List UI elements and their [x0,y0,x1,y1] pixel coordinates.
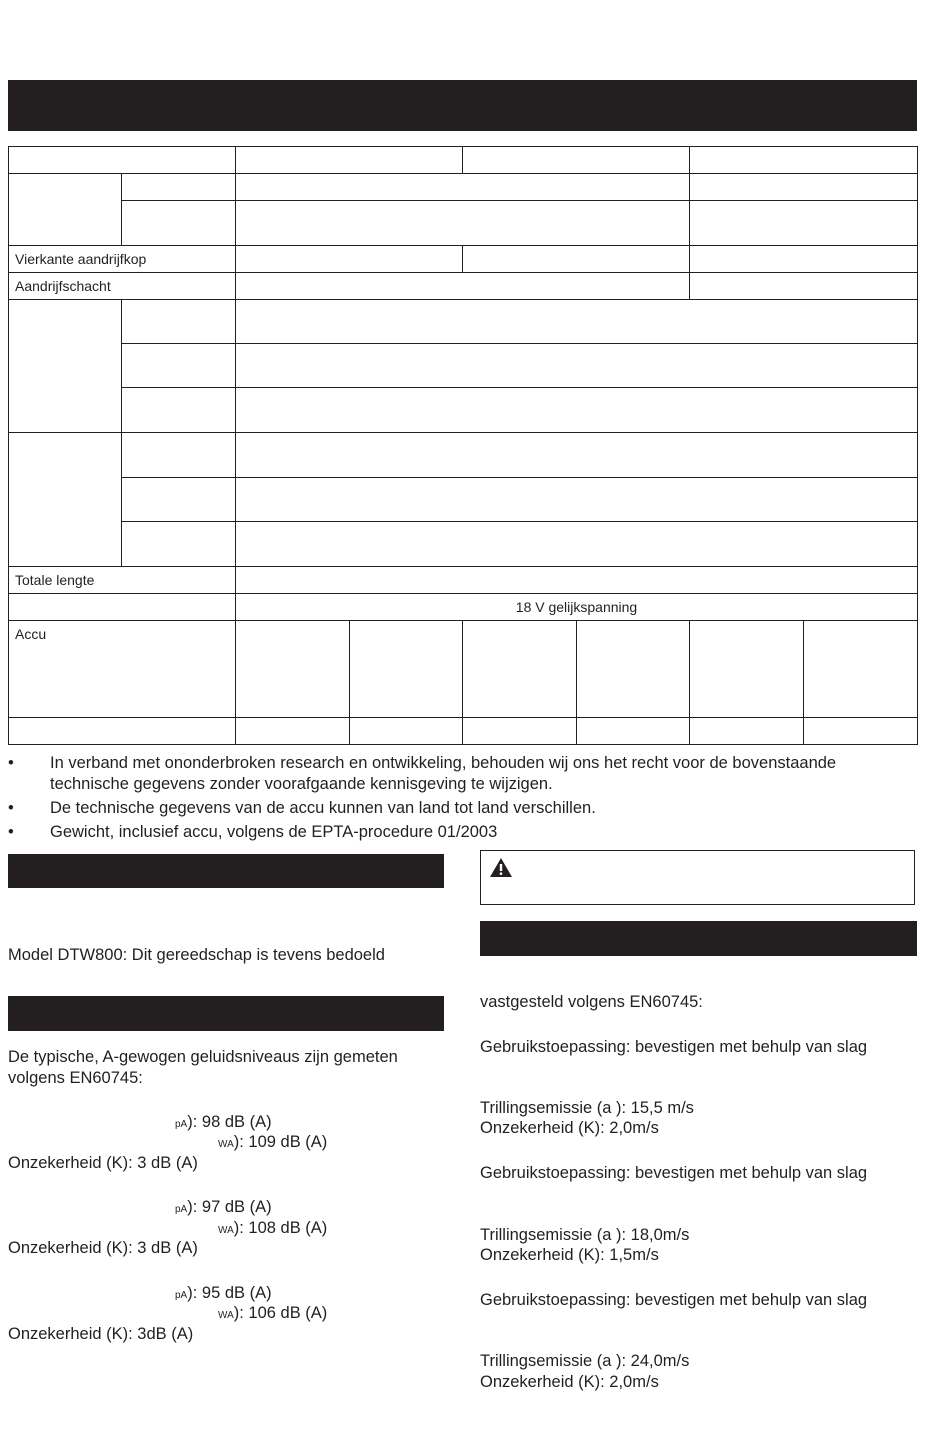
table-cell [236,433,918,478]
specifications-table [8,146,918,745]
table-cell [236,567,918,594]
uncertainty-text: Onzekerheid (K): 2,0m/s [480,1373,659,1391]
table-row [9,300,918,344]
bullet: • [8,799,14,817]
uncertainty-text: Onzekerheid (K): 3 dB (A) [8,1154,198,1172]
warning-box [480,850,915,905]
warning-triangle-icon [489,857,513,883]
application-text: Gebruikstoepassing: bevestigen met behulp van slag [480,1038,868,1056]
spec-notes [8,753,908,846]
value: ): 95 dB (A) [187,1284,272,1302]
subscript: WA [218,1139,234,1150]
application-text: Gebruikstoepassing: bevestigen met behulp van slag [480,1291,868,1309]
value: ): 109 dB (A) [233,1133,328,1151]
list-item [8,753,908,795]
table-cell [236,201,690,246]
table-cell [690,174,918,201]
table-cell [122,478,236,522]
uncertainty-text: Onzekerheid (K): 2,0m/s [480,1119,659,1137]
subscript: pA [175,1119,188,1130]
table-cell [9,300,122,433]
subscript: pA [175,1290,188,1301]
table-cell [463,718,577,745]
table-cell [236,300,918,344]
value: ): 106 dB (A) [233,1304,328,1322]
table-row [9,147,918,174]
table-cell [9,718,236,745]
table-row [9,478,918,522]
table-row [9,388,918,433]
table-cell [350,718,463,745]
table-cell [122,300,236,344]
table-row [9,433,918,478]
table-cell [236,273,690,300]
value: ): 108 dB (A) [233,1219,328,1237]
vibration-emission-text: Trillingsemissie (a ): 15,5 m/s [480,1099,694,1117]
table-cell [236,522,918,567]
table-cell [236,388,918,433]
application-text: Gebruikstoepassing: bevestigen met behulp van slag [480,1164,868,1182]
table-cell [122,522,236,567]
subscript: WA [218,1310,234,1321]
table-cell [577,718,690,745]
table-row [9,273,918,300]
table-row [9,567,918,594]
intended-use-header-bar [8,854,444,888]
table-row [9,621,918,718]
voltage-value: 18 V gelijkspanning [236,594,918,621]
table-row [9,174,918,201]
vibration-intro-text: vastgesteld volgens EN60745: [480,993,703,1011]
note-text: De technische gegevens van de accu kunnen van land tot land verschillen. [50,799,596,817]
table-cell [463,147,690,174]
table-row [9,718,918,745]
table-cell [350,621,463,718]
table-cell [122,174,236,201]
value: ): 98 dB (A) [187,1113,272,1131]
table-cell [690,147,918,174]
table-cell [9,147,236,174]
table-cell [690,273,918,300]
subscript: WA [218,1225,234,1236]
table-cell [9,594,236,621]
sound-power-level [218,1218,327,1241]
table-cell [236,147,463,174]
bullet: • [8,754,14,772]
table-cell [804,718,918,745]
row-label-aandrijfschacht: Aandrijfschacht [9,273,236,300]
table-cell [463,246,690,273]
noise-header-bar [8,996,444,1031]
row-label-vierkante-aandrijfkop: Vierkante aandrijfkop [9,246,236,273]
table-row [9,246,918,273]
table-cell [122,388,236,433]
table-cell [236,246,463,273]
uncertainty-text: Onzekerheid (K): 1,5m/s [480,1246,659,1264]
noise-intro-text: De typische, A-gewogen geluidsniveaus zijn gemeten volgens EN60745: [8,1048,398,1087]
table-cell [122,201,236,246]
subscript: pA [175,1204,188,1215]
table-cell [236,718,350,745]
intended-use-text: Model DTW800: Dit gereedschap is tevens bedoeld [8,946,385,964]
table-row [9,344,918,388]
table-cell [690,621,804,718]
specifications-header-bar [8,80,917,131]
list-item [8,798,908,819]
table-cell [236,621,350,718]
table-cell [690,718,804,745]
bullet: • [8,823,14,841]
vibration-header-bar [480,921,917,956]
table-cell [577,621,690,718]
table-cell [236,174,690,201]
table-row [9,522,918,567]
note-text: Gewicht, inclusief accu, volgens de EPTA-procedure 01/2003 [50,823,498,841]
vibration-emission-text: Trillingsemissie (a ): 24,0m/s [480,1352,690,1370]
row-label-accu: Accu [9,621,236,718]
table-cell [463,621,577,718]
list-item [8,822,908,843]
table-cell [690,246,918,273]
uncertainty-text: Onzekerheid (K): 3dB (A) [8,1325,194,1343]
uncertainty-text: Onzekerheid (K): 3 dB (A) [8,1239,198,1257]
table-cell [804,621,918,718]
sound-power-level [218,1132,327,1155]
row-label-totale-lengte: Totale lengte [9,567,236,594]
table-cell [9,433,122,567]
table-cell [9,174,122,246]
table-cell [122,433,236,478]
table-cell [122,344,236,388]
vibration-emission-text: Trillingsemissie (a ): 18,0m/s [480,1226,690,1244]
sound-pressure-level [175,1197,272,1220]
table-cell [236,478,918,522]
table-row [9,201,918,246]
note-text: In verband met ononderbroken research en ontwikkeling, behouden wij ons het recht voor de bovenstaande technische gegevens zonder voorafgaande kennisgeving te wijzigen. [50,754,837,793]
table-cell [690,201,918,246]
table-cell [236,344,918,388]
value: ): 97 dB (A) [187,1198,272,1216]
sound-power-level [218,1303,327,1326]
table-row [9,594,918,621]
